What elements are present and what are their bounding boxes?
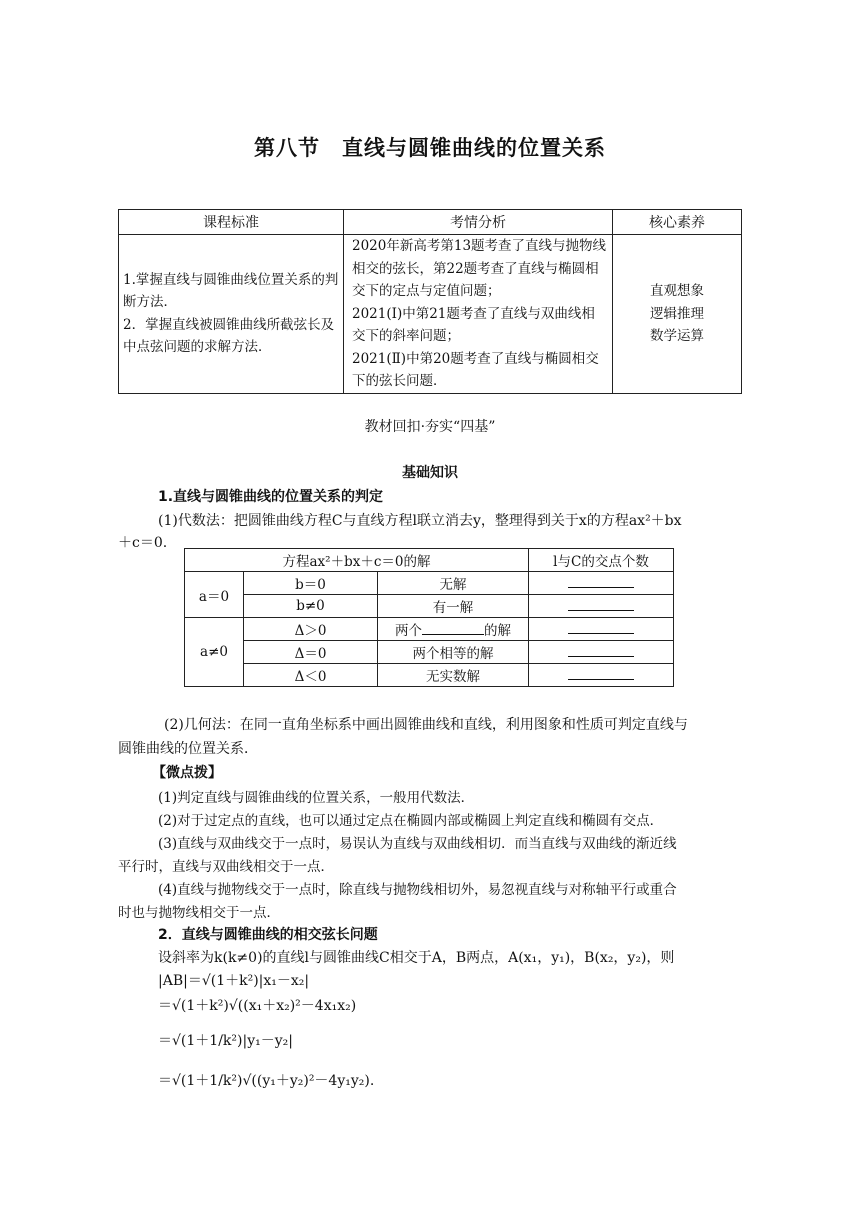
sec2-intro: 设斜率为k(k≠0)的直线l与圆锥曲线C相交于A，B两点，A(x₁，y₁)，B(x₂，y₂)，则 [158, 950, 675, 966]
sol-header-left: 方程ax²＋bx＋c＝0的解 [185, 549, 529, 572]
sol-header-right: l与C的交点个数 [529, 549, 674, 572]
analysis-item: 2020年新高考第13题考查了直线与抛物线相交的弦长，第22题考查了直线与椭圆相交下的定点与定值问题； [352, 238, 607, 299]
standards-cell [119, 235, 344, 394]
literacy-cell [613, 235, 742, 394]
tip-item: (3)直线与双曲线交于一点时，易误认为直线与双曲线相切．而当直线与双曲线的渐近线 [158, 836, 677, 852]
answer-blank[interactable] [529, 595, 674, 618]
analysis-item: 2021(Ⅰ)中第21题考查了直线与双曲线相交下的斜率问题； [352, 305, 595, 344]
row-condition: b＝0 [244, 572, 378, 595]
formula-line: ＝√(1＋k²)√((x₁＋x₂)²－4x₁x₂) [158, 998, 357, 1014]
solution-suffix: 的解 [484, 623, 511, 639]
analysis-cell [344, 235, 613, 394]
row-condition: Δ＝0 [244, 641, 378, 664]
case-a-zero: a＝0 [185, 572, 244, 618]
solution-prefix: 两个 [395, 623, 422, 639]
geometry-text-line2: 圆锥曲线的位置关系． [118, 741, 258, 757]
solutions-table [184, 548, 674, 687]
literacy-item: 逻辑推理 [650, 305, 704, 322]
standard-item: 2．掌握直线被圆锥曲线所截弦长及中点弦问题的求解方法． [123, 316, 335, 356]
row-solution: 无实数解 [378, 664, 529, 687]
formula-line: |AB|＝√(1＋k²)|x₁－x₂| [158, 973, 310, 989]
answer-blank[interactable] [529, 572, 674, 595]
tip-item: 平行时，直线与双曲线相交于一点． [118, 859, 334, 875]
literacy-item: 数学运算 [650, 328, 704, 344]
tip-item: (1)判定直线与圆锥曲线的位置关系，一般用代数法． [158, 790, 475, 806]
basics-heading: 基础知识 [402, 465, 458, 481]
row-condition: b≠0 [244, 595, 378, 618]
row-condition: Δ＞0 [244, 618, 378, 641]
col-header-literacy: 核心素养 [613, 210, 742, 235]
tip-heading: 【微点拨】 [152, 765, 222, 781]
row-solution [378, 618, 529, 641]
answer-blank[interactable] [529, 664, 674, 687]
analysis-item: 2021(Ⅱ)中第20题考查了直线与椭圆相交下的弦长问题． [352, 350, 599, 389]
standard-item: 1.掌握直线与圆锥曲线位置关系的判断方法． [123, 271, 339, 311]
section-banner: 教材回扣·夯实“四基” [364, 419, 496, 435]
tip-item: (4)直线与抛物线交于一点时，除直线与抛物线相切外，易忽视直线与对称轴平行或重合 [158, 882, 677, 898]
geometry-text-line1: (2)几何法：在同一直角坐标系中画出圆锥曲线和直线，利用图象和性质可判定直线与 [164, 717, 688, 733]
formula-line: ＝√(1＋1/k²)|y₁－y₂| [158, 1033, 293, 1049]
col-header-standards: 课程标准 [119, 210, 344, 235]
literacy-item: 直观想象 [650, 283, 704, 299]
tip-item: (2)对于过定点的直线，也可以通过定点在椭圆内部或椭圆上判定直线和椭圆有交点． [158, 813, 664, 829]
standards-table [118, 209, 742, 394]
formula-line: ＝√(1＋1/k²)√((y₁＋y₂)²－4y₁y₂). [158, 1073, 375, 1089]
sec1-heading: 1.直线与圆锥曲线的位置关系的判定 [158, 489, 384, 505]
col-header-analysis: 考情分析 [344, 210, 613, 235]
case-a-nonzero: a≠0 [185, 618, 244, 687]
answer-blank[interactable] [529, 618, 674, 641]
algebra-text-line1: (1)代数法：把圆锥曲线方程C与直线方程l联立消去y，整理得到关于x的方程ax²＋bx [158, 513, 682, 529]
tip-item: 时也与抛物线相交于一点． [118, 905, 280, 921]
row-solution: 无解 [378, 572, 529, 595]
answer-blank[interactable] [529, 641, 674, 664]
fill-blank[interactable] [422, 622, 484, 635]
row-condition: Δ＜0 [244, 664, 378, 687]
algebra-text-line2: ＋c＝0. [118, 535, 168, 551]
sec2-heading: 2．直线与圆锥曲线的相交弦长问题 [158, 927, 378, 943]
page-title: 第八节 直线与圆锥曲线的位置关系 [254, 136, 606, 160]
row-solution: 两个相等的解 [378, 641, 529, 664]
row-solution: 有一解 [378, 595, 529, 618]
